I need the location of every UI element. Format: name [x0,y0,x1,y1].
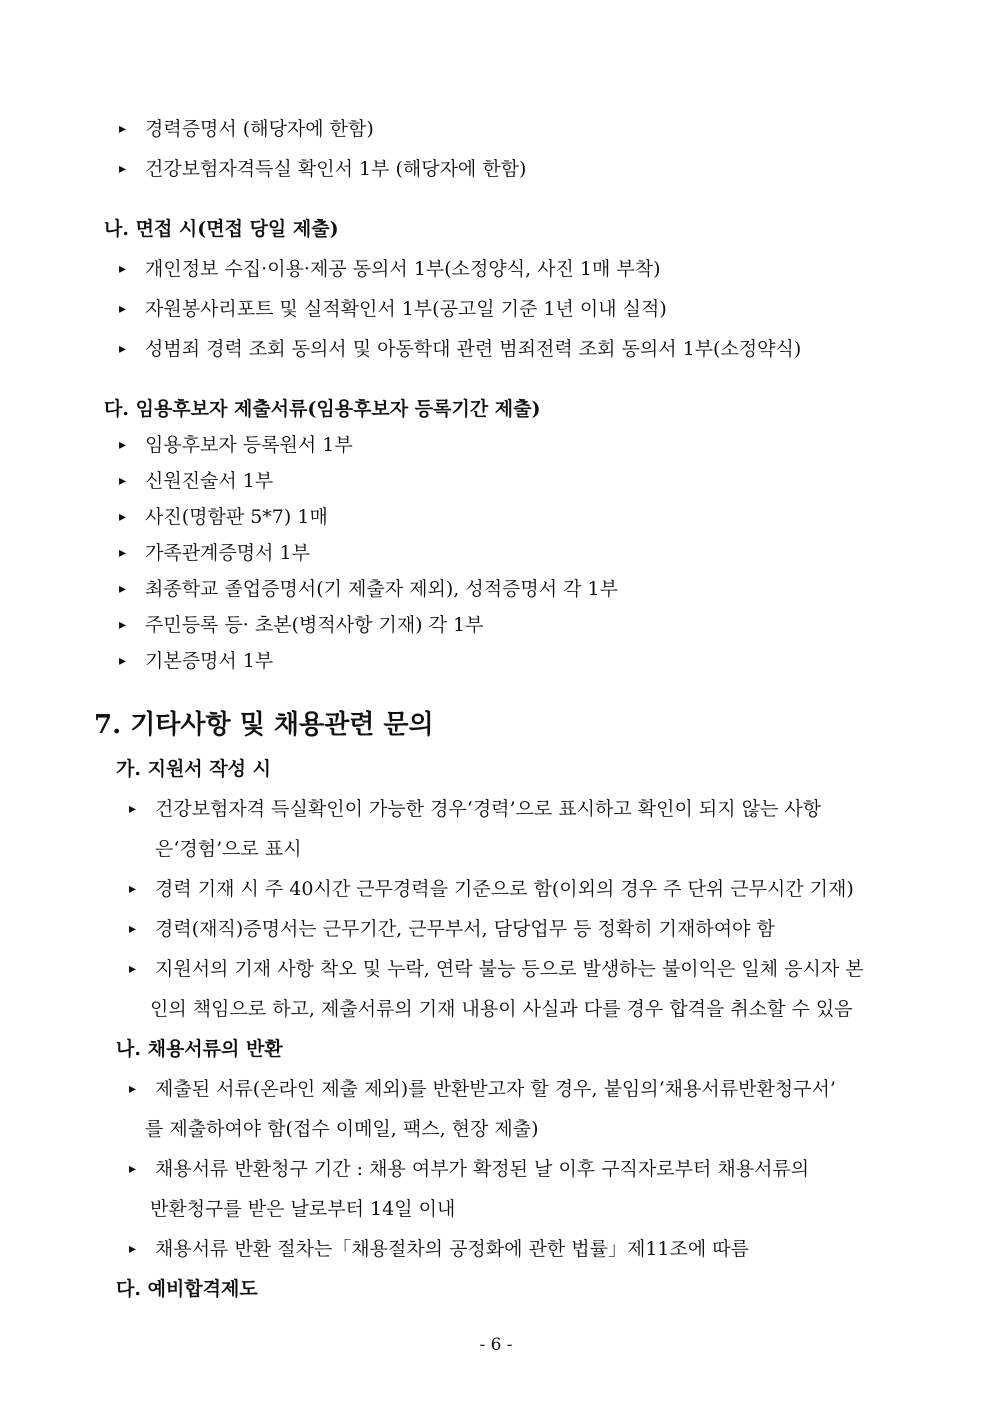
list-item: ▸ 경력증명서 (해당자에 한함) [145,116,374,142]
list-item: ▸ 최종학교 졸업증명서(기 제출자 제외), 성적증명서 각 1부 [145,576,618,602]
list-item: ▸ 채용서류 반환 절차는「채용절차의 공정화에 관한 법률」제11조에 따름 [155,1236,749,1262]
subsection-heading: 나. 채용서류의 반환 [116,1038,283,1060]
list-item: ▸ 신원진술서 1부 [145,468,273,494]
list-item: ▸ 성범죄 경력 조회 동의서 및 아동학대 관련 범죄전력 조회 동의서 1부(소정약식) [145,336,801,362]
list-item: ▸ 건강보험자격 득실확인이 가능한 경우‘경력’으로 표시하고 확인이 되지 않는 사항 [155,796,821,822]
list-item: ▸ 가족관계증명서 1부 [145,540,310,566]
list-item: ▸ 기본증명서 1부 [145,648,273,674]
section-title: 7. 기타사항 및 채용관련 문의 [94,710,434,740]
list-item: ▸ 개인정보 수집·이용·제공 동의서 1부(소정양식, 사진 1매 부착) [145,256,661,282]
list-item-continuation: 인의 책임으로 하고, 제출서류의 기재 내용이 사실과 다를 경우 합격을 취소할 수 있음 [150,998,853,1020]
list-item: ▸ 사진(명함판 5*7) 1매 [145,504,328,530]
list-item: ▸ 경력(재직)증명서는 근무기간, 근무부서, 담당업무 등 정확히 기재하여야 함 [155,916,775,942]
page-number: - 6 - [479,1335,513,1355]
subsection-heading: 나. 면접 시(면접 당일 제출) [104,218,339,240]
subsection-heading: 가. 지원서 작성 시 [116,758,271,780]
list-item: ▸ 제출된 서류(온라인 제출 제외)를 반환받고자 할 경우, 붙임의‘채용서류반환청구서’ [155,1076,836,1102]
list-item: ▸ 임용후보자 등록원서 1부 [145,432,353,458]
list-item: ▸ 지원서의 기재 사항 착오 및 누락, 연락 불능 등으로 발생하는 불이익은 일체 응시자 본 [155,956,864,982]
list-item: ▸ 건강보험자격득실 확인서 1부 (해당자에 한함) [145,156,526,182]
list-item: ▸ 채용서류 반환청구 기간 : 채용 여부가 확정된 날 이후 구직자로부터 채용서류의 [155,1156,809,1182]
subsection-heading: 다. 예비합격제도 [116,1278,258,1300]
list-item-continuation: 를 제출하여야 함(접수 이메일, 팩스, 현장 제출) [145,1118,539,1140]
subsection-heading: 다. 임용후보자 제출서류(임용후보자 등록기간 제출) [104,398,541,420]
list-item-continuation: 은‘경험’으로 표시 [155,838,302,860]
list-item: ▸ 자원봉사리포트 및 실적확인서 1부(공고일 기준 1년 이내 실적) [145,296,667,322]
list-item: ▸ 주민등록 등· 초본(병적사항 기재) 각 1부 [145,612,483,638]
list-item-continuation: 반환청구를 받은 날로부터 14일 이내 [150,1198,456,1220]
list-item: ▸ 경력 기재 시 주 40시간 근무경력을 기준으로 함(이외의 경우 주 단위 근무시간 기재) [155,876,854,902]
